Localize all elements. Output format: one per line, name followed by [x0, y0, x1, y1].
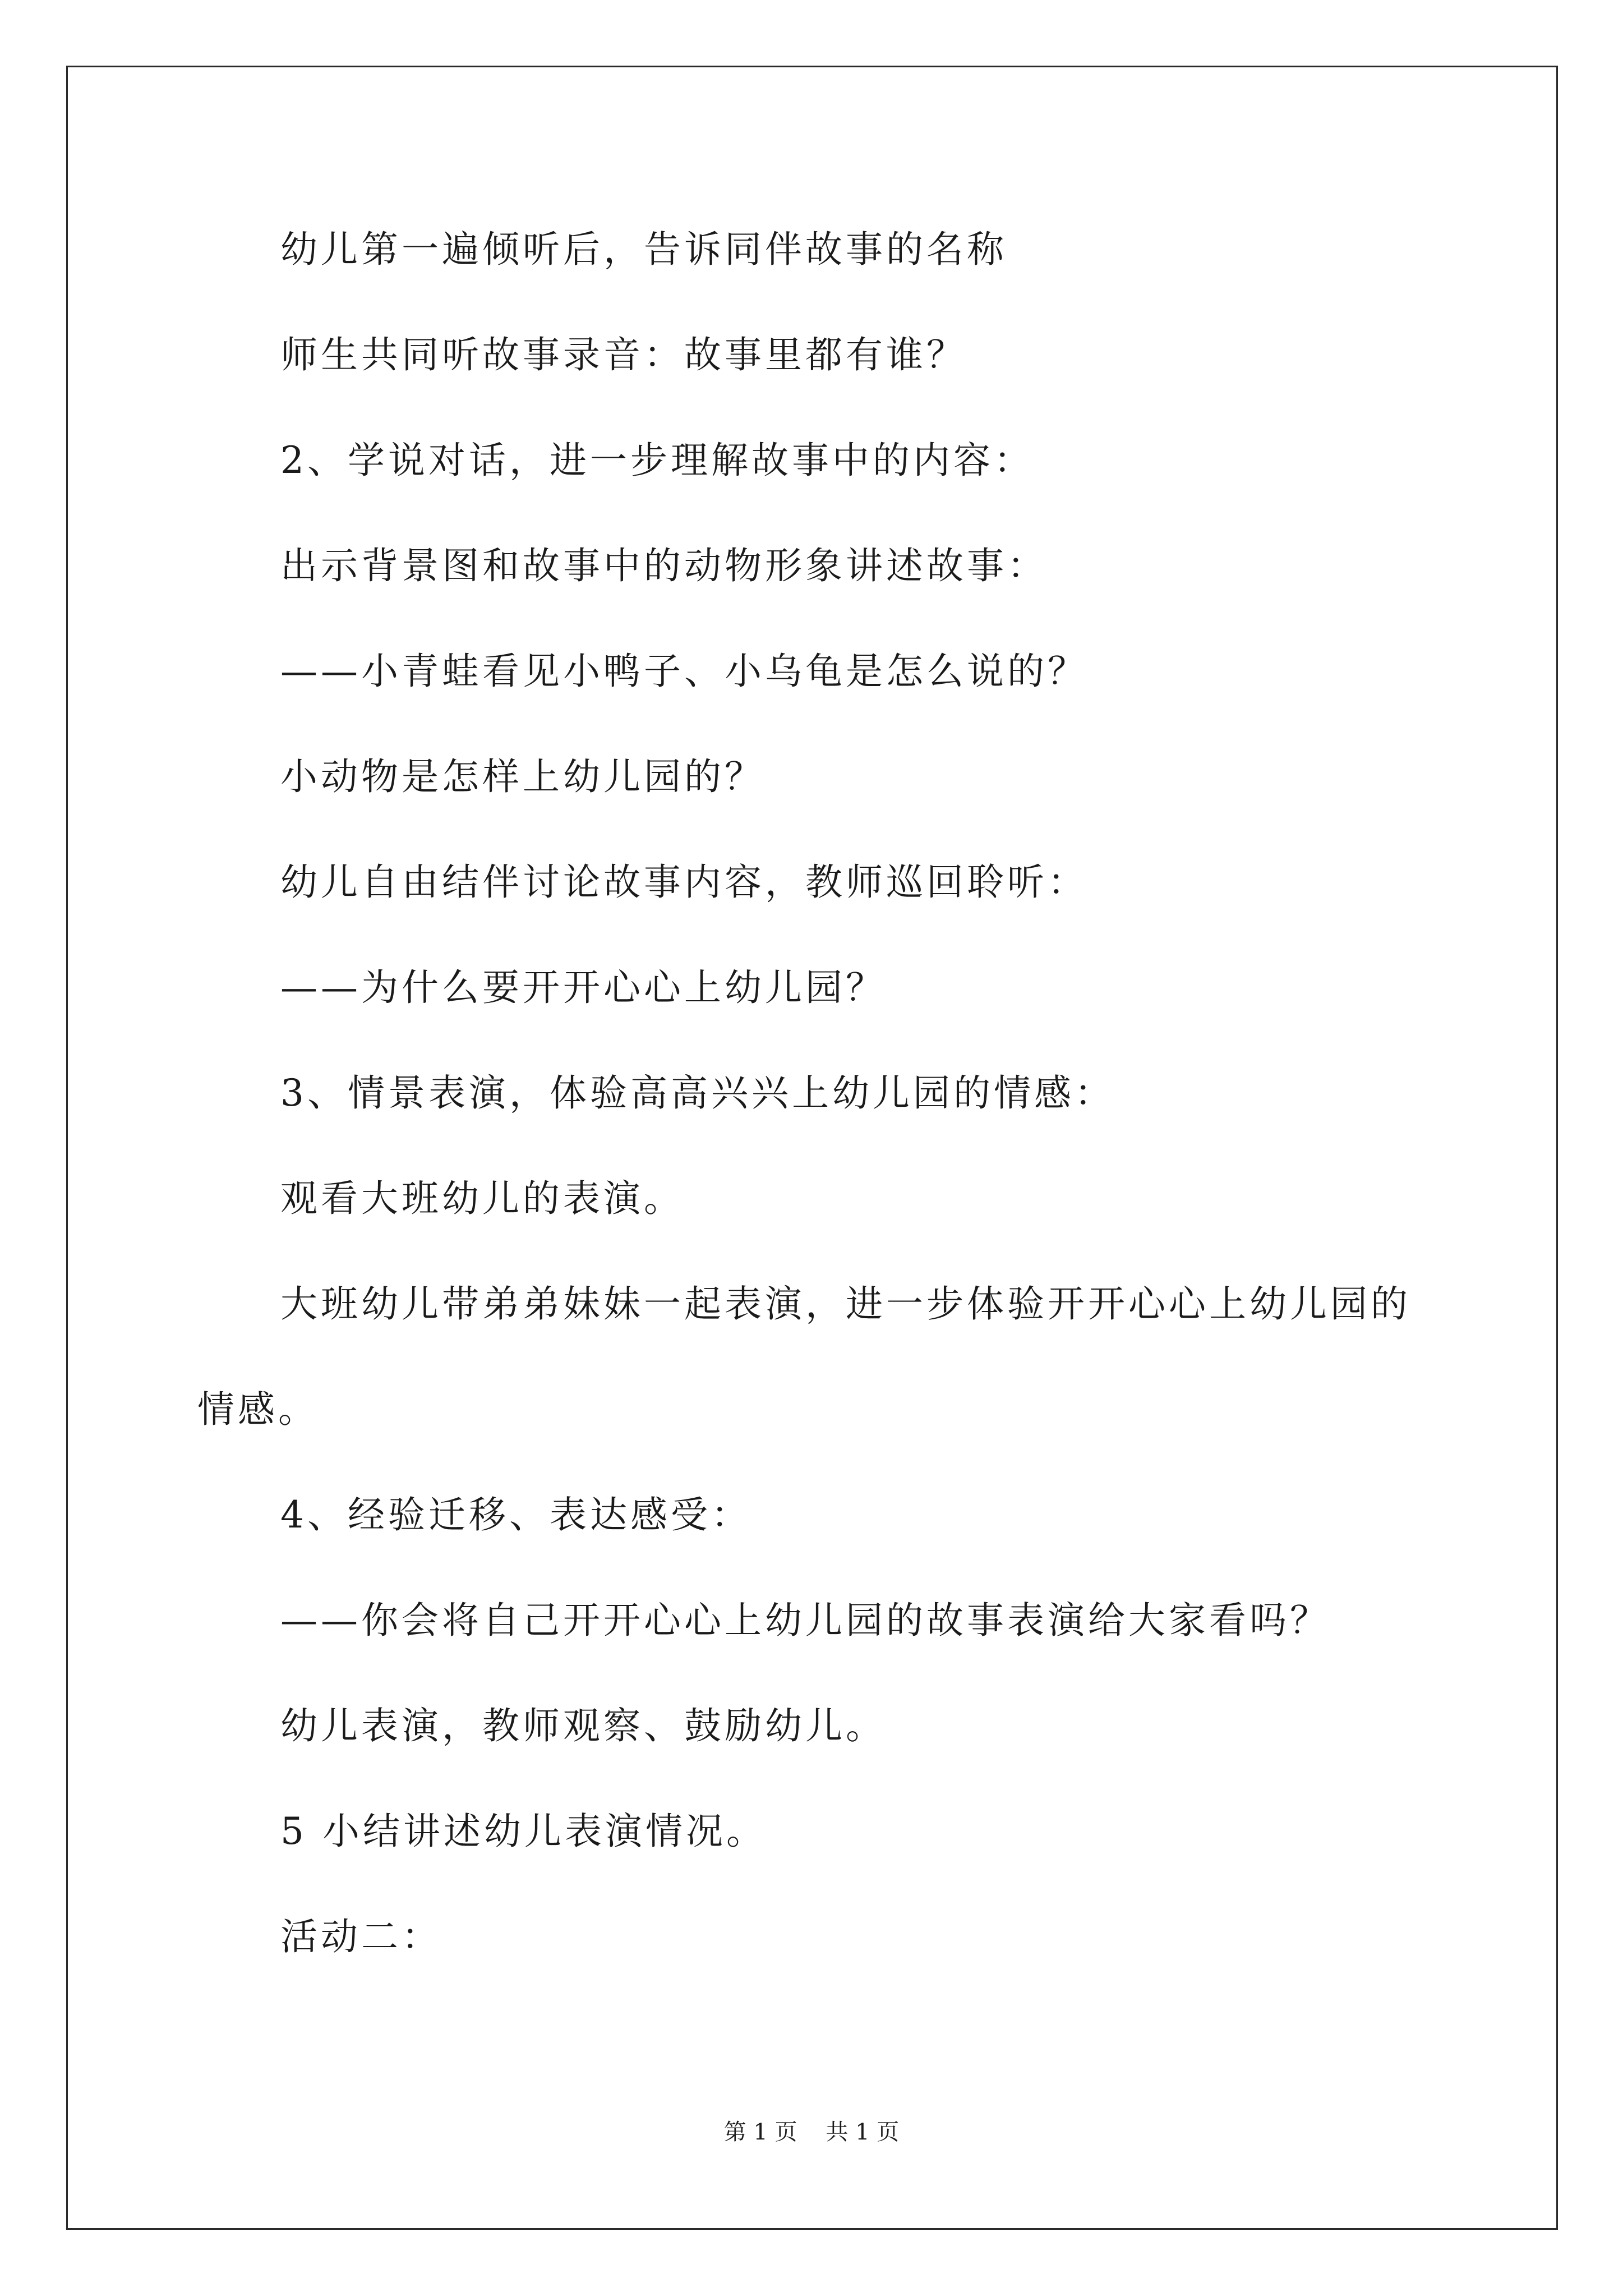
paragraph-continuation: 情感。: [197, 1388, 319, 1431]
paragraph: 活动二：: [280, 1915, 442, 1958]
paragraph: 师生共同听故事录音：故事里都有谁？: [280, 333, 967, 376]
paragraph: 幼儿表演，教师观察、鼓励幼儿。: [280, 1704, 886, 1747]
paragraph: 幼儿自由结伴讨论故事内容，教师巡回聆听：: [280, 861, 1088, 904]
paragraph: 4、经验迁移、表达感受：: [280, 1493, 751, 1536]
paragraph: ——小青蛙看见小鸭子、小乌龟是怎么说的？: [280, 650, 1088, 693]
paragraph: 大班幼儿带弟弟妹妹一起表演，进一步体验开开心心上幼儿园的: [280, 1282, 1411, 1326]
paragraph: ——你会将自己开开心心上幼儿园的故事表演给大家看吗？: [280, 1599, 1330, 1642]
paragraph: 幼儿第一遍倾听后，告诉同伴故事的名称: [280, 228, 1007, 271]
paragraph: 观看大班幼儿的表演。: [280, 1177, 684, 1220]
paragraph: 出示背景图和故事中的动物形象讲述故事：: [280, 544, 1048, 587]
page-number-footer: 第 1 页 共 1 页: [723, 2119, 900, 2145]
paragraph: ——为什么要开开心心上幼儿园？: [280, 966, 886, 1009]
paragraph: 5 小结讲述幼儿表演情况。: [280, 1810, 767, 1853]
paragraph: 3、情景表演，体验高高兴兴上幼儿园的情感：: [280, 1071, 1115, 1115]
page-border: [66, 66, 1558, 2230]
paragraph: 小动物是怎样上幼儿园的？: [280, 755, 765, 798]
paragraph: 2、学说对话，进一步理解故事中的内容：: [280, 439, 1034, 482]
